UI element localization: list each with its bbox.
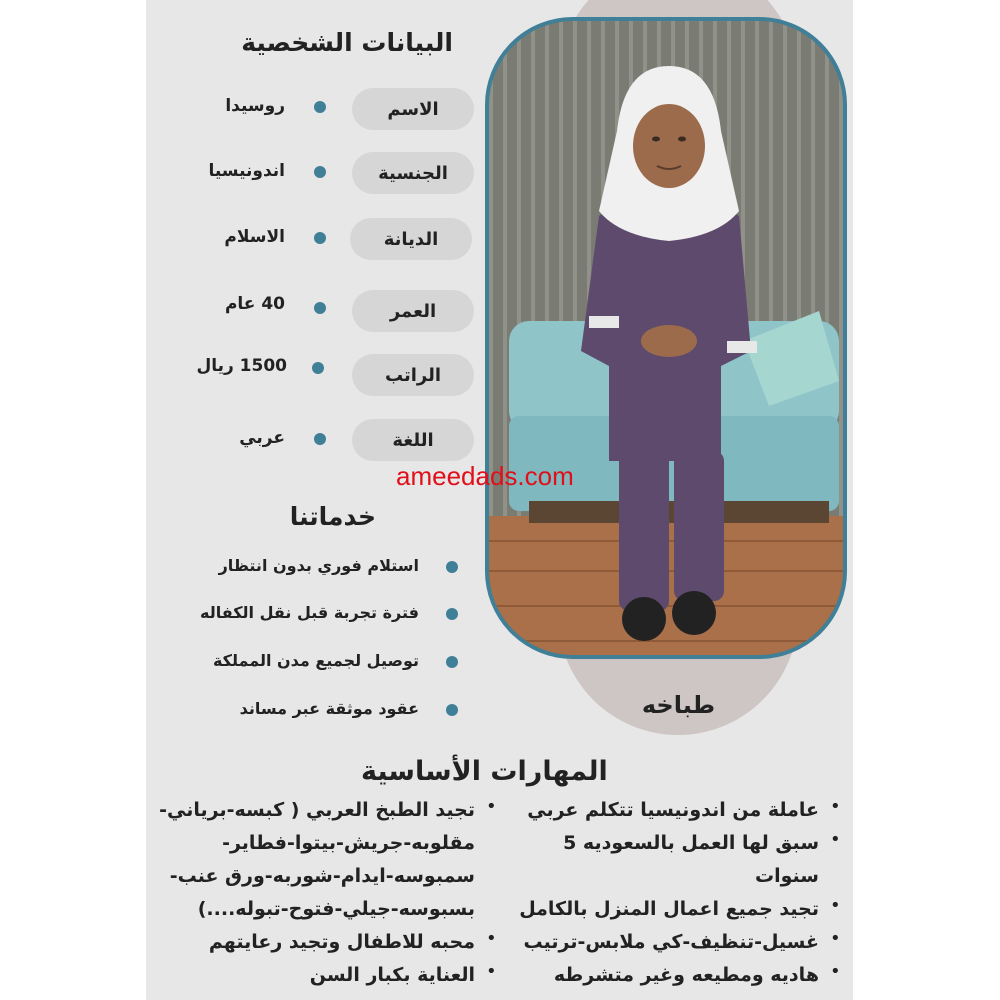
skill-item: عاملة من اندونيسيا تتكلم عربي — [527, 799, 819, 821]
skill-item: سنوات — [755, 865, 819, 887]
job-title: طباخه — [641, 691, 716, 719]
skill-item: العناية بكبار السن — [309, 964, 475, 986]
skill-item: سمبوسه-ايدام-شوربه-ورق عنب- — [169, 865, 475, 887]
services-title: خدماتنا — [289, 502, 376, 531]
skill-item: تجيد جميع اعمال المنزل بالكامل — [519, 898, 819, 920]
job-title-badge — [581, 680, 776, 730]
cv-page — [146, 0, 853, 1000]
skill-item: هاديه ومطيعه وغير متشرطه — [553, 964, 819, 986]
label-nationality: الجنسية — [352, 152, 474, 194]
bullet-dot: • — [830, 829, 841, 850]
bullet-dot: • — [486, 796, 497, 817]
bullet-dot: • — [486, 961, 497, 982]
skill-item: مقلوبه-جريش-بيتوا-فطاير- — [222, 832, 475, 854]
worker-photo — [485, 17, 847, 659]
skill-item: غسيل-تنظيف-كي ملابس-ترتيب — [523, 931, 819, 953]
personal-data-title: البيانات الشخصية — [241, 28, 453, 57]
service-item: استلام فوري بدون انتظار — [218, 556, 419, 575]
value-name: روسيدا — [225, 96, 285, 116]
value-religion: الاسلام — [224, 227, 285, 247]
skill-item: سبق لها العمل بالسعوديه 5 — [563, 832, 819, 854]
skill-item: تجيد الطبخ العربي ( كبسه-برياني- — [159, 799, 475, 821]
bullet-dot — [314, 433, 326, 445]
label-name: الاسم — [352, 88, 474, 130]
bullet-dot: • — [830, 895, 841, 916]
value-language: عربي — [239, 428, 285, 448]
bullet-dot: • — [830, 796, 841, 817]
skill-item: بسبوسه-جيلي-فتوح-تبوله....) — [197, 898, 475, 920]
bullet-dot — [446, 561, 458, 573]
bullet-dot — [446, 704, 458, 716]
bullet-dot — [314, 302, 326, 314]
bullet-dot — [314, 166, 326, 178]
label-age: العمر — [352, 290, 474, 332]
label-religion: الديانة — [350, 218, 472, 260]
service-item: توصيل لجميع مدن المملكة — [212, 651, 419, 670]
skill-item: محبه للاطفال وتجيد رعايتهم — [208, 931, 475, 953]
value-age: 40 عام — [224, 294, 285, 314]
bullet-dot — [446, 608, 458, 620]
skills-title: المهارات الأساسية — [361, 756, 608, 787]
photo-illustration — [489, 21, 843, 655]
value-salary: 1500 ريال — [196, 356, 287, 376]
service-item: عقود موثقة عبر مساند — [239, 699, 419, 718]
value-nationality: اندونيسيا — [208, 161, 285, 181]
label-language: اللغة — [352, 419, 474, 461]
bullet-dot — [312, 362, 324, 374]
bullet-dot: • — [486, 928, 497, 949]
bullet-dot — [314, 232, 326, 244]
bullet-dot — [446, 656, 458, 668]
service-item: فترة تجربة قبل نقل الكفاله — [199, 603, 419, 622]
bullet-dot — [314, 101, 326, 113]
label-salary: الراتب — [352, 354, 474, 396]
watermark: ameedads.com — [396, 461, 574, 491]
bullet-dot: • — [830, 961, 841, 982]
bullet-dot: • — [830, 928, 841, 949]
